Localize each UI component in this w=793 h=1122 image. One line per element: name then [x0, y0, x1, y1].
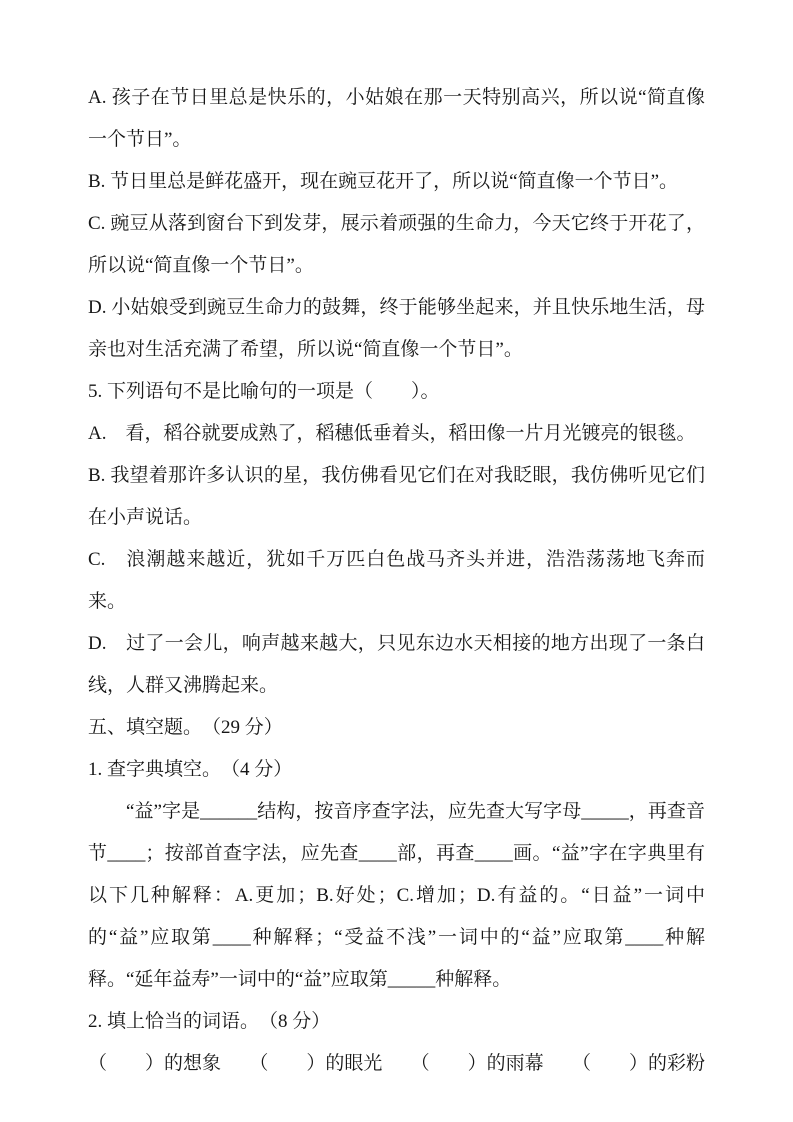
- blank-phrase-gaze: （ ）的眼光: [249, 1053, 383, 1074]
- question5-option-b: B. 我望着那许多认识的星，我仿佛看见它们在对我眨眼，我仿佛听见它们在小声说话。: [88, 465, 705, 528]
- question5-stem: 5. 下列语句不是比喻句的一项是（ ）。: [88, 381, 440, 402]
- question5-option-a: A. 看，稻谷就要成熟了，稻穗低垂着头，稻田像一片月光镀亮的银毯。: [88, 423, 696, 444]
- blank-phrase-imagination: （ ）的想象: [88, 1053, 222, 1074]
- question4-option-b: B. 节日里总是鲜花盛开，现在豌豆花开了，所以说“简直像一个节日”。: [88, 171, 679, 192]
- blank-phrase-colored-powder: （ ）的彩粉: [571, 1053, 705, 1074]
- question4-option-d: D. 小姑娘受到豌豆生命力的鼓舞，终于能够坐起来，并且快乐地生活，母亲也对生活充满了希望，所以说“简直像一个节日”。: [88, 297, 705, 360]
- question4-option-c: C. 豌豆从落到窗台下到发芽，展示着顽强的生命力，今天它终于开花了，所以说“简直像一个节日”。: [88, 213, 705, 276]
- question5-option-d: D. 过了一会儿，响声越来越大，只见东边水天相接的地方出现了一条白线，人群又沸腾起来。: [88, 633, 705, 696]
- section5-q2-title: 2. 填上恰当的词语。 （8 分）: [88, 1011, 331, 1032]
- section5-q1-body: “益”字是______结构，按音序查字法，应先查大写字母_____，再查音节____；按部首查字法，应先查____部，再查____画。“益”字在字典里有以下几种解释：A.更加；B.好处；C.增加；D.有益的。“日益”一词中的“益”应取第____种解释；“受益不浅”一词中的“益”应取第____种解释。“延年益寿”一词中的“益”应取第_____种解释。: [88, 801, 705, 990]
- section5-heading: 五、填空题。 （29 分）: [88, 717, 283, 738]
- section5-q1-title: 1. 查字典填空。 （4 分）: [88, 759, 293, 780]
- question4-option-a: A. 孩子在节日里总是快乐的，小姑娘在那一天特别高兴，所以说“简直像一个节日”。: [88, 87, 705, 150]
- section5-q2-blank-row: [88, 1043, 705, 1085]
- question5-option-c: C. 浪潮越来越近，犹如千万匹白色战马齐头并进，浩浩荡荡地飞奔而来。: [88, 549, 705, 612]
- blank-phrase-rain-curtain: （ ）的雨幕: [410, 1053, 544, 1074]
